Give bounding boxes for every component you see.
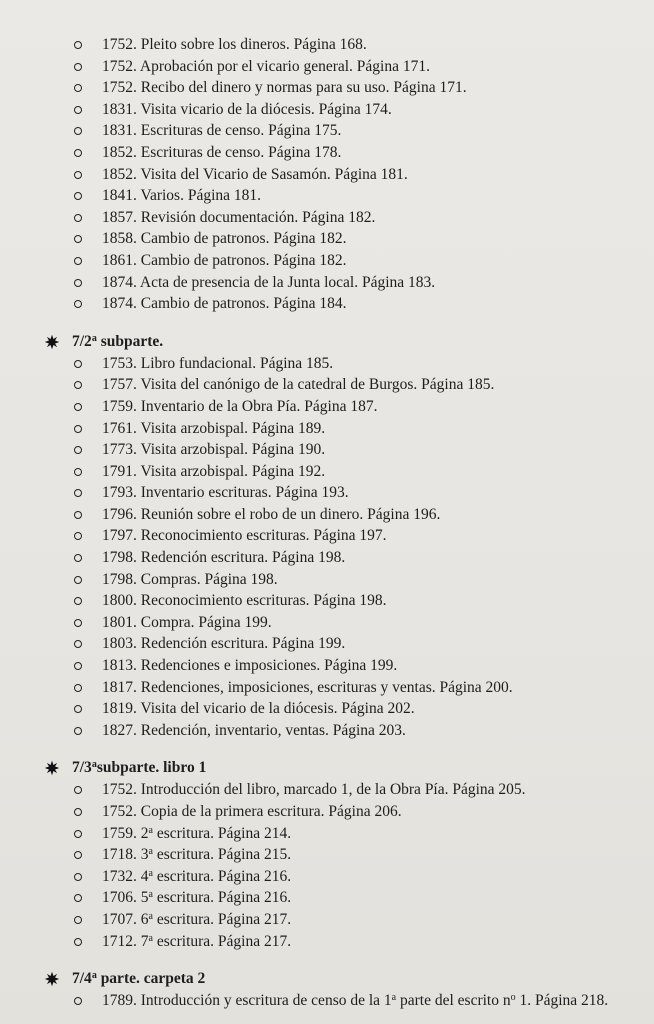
circle-bullet-icon (74, 894, 82, 902)
heading-superscript: a (91, 970, 97, 982)
item-superscript: a (391, 992, 397, 1004)
list-item (0, 418, 654, 440)
list-item (0, 99, 654, 121)
item-text-rest: escritura. Página 215. (152, 846, 292, 864)
circle-bullet-icon (74, 192, 82, 200)
list-group-2 (0, 353, 654, 742)
circle-bullet-icon (74, 786, 82, 794)
circle-bullet-icon (74, 489, 82, 497)
item-text: 1761. Visita arzobispal. Página 189. (102, 419, 326, 437)
list-item (0, 569, 654, 591)
item-text: 1803. Redención escritura. Página 199. (102, 635, 346, 653)
list-item (0, 590, 654, 612)
circle-bullet-icon (74, 403, 82, 411)
item-text: 1752. Copia de la primera escritura. Página 206. (102, 803, 402, 820)
heading-text: 7/3 (72, 759, 92, 777)
list-item (0, 677, 654, 699)
item-text: 1752. Recibo del dinero y normas para su uso. Página 171. (102, 79, 467, 97)
list-item (0, 228, 654, 250)
item-text: 1819. Visita del vicario de la diócesis. Página 202. (102, 700, 415, 718)
circle-bullet-icon (74, 532, 82, 540)
item-text: 1874. Acta de presencia de la Junta local. Página 183. (102, 273, 436, 291)
item-text: 1757. Visita del canónigo de la catedral de Burgos. Página 185. (102, 376, 495, 394)
item-text: 1861. Cambio de patronos. Página 182. (102, 251, 347, 269)
list-item (0, 504, 654, 526)
list-item (0, 461, 654, 483)
list-item (0, 185, 654, 207)
circle-bullet-icon (74, 705, 82, 713)
section-7-2 (0, 331, 654, 742)
list-group-1 (0, 34, 654, 315)
item-text: 1752. Aprobación por el vicario general. Página 171. (102, 57, 430, 75)
circle-bullet-icon (74, 171, 82, 179)
circle-bullet-icon (74, 381, 82, 389)
heading-text-rest: subparte. libro 1 (96, 759, 207, 777)
circle-bullet-icon (74, 873, 82, 881)
section-7-4 (0, 968, 654, 1012)
list-item (0, 77, 654, 99)
item-text: 1752. Introducción del libro, marcado 1, de la Obra Pía. Página 205. (102, 781, 526, 799)
item-text: 1797. Reconocimiento escrituras. Página 197. (102, 527, 387, 545)
item-superscript: a (148, 910, 153, 922)
list-item (0, 272, 654, 294)
item-text: 1791. Visita arzobispal. Página 192. (102, 462, 326, 480)
heading-text: 7/4 (72, 970, 92, 988)
section-heading (0, 331, 654, 353)
heading-superscript: a (91, 332, 97, 344)
circle-bullet-icon (74, 279, 82, 287)
circle-bullet-icon (74, 235, 82, 243)
list-item (0, 374, 654, 396)
list-item (0, 931, 654, 953)
item-text: 1752. Pleito sobre los dineros. Página 168. (102, 36, 367, 53)
section-7-3 (0, 757, 654, 952)
item-text: 1773. Visita arzobispal. Página 190. (102, 441, 326, 459)
list-item (0, 120, 654, 142)
circle-bullet-icon (74, 576, 82, 584)
item-text: 1817. Redenciones, imposiciones, escrituras y ventas. Página 200. (102, 678, 513, 696)
circle-bullet-icon (74, 808, 82, 816)
circle-bullet-icon (74, 425, 82, 433)
circle-bullet-icon (74, 127, 82, 135)
circle-bullet-icon (74, 300, 82, 308)
list-item (0, 164, 654, 186)
star-bullet-icon (44, 971, 60, 987)
list-item (0, 990, 654, 1012)
heading-text: 7/2 (72, 332, 92, 350)
list-item (0, 909, 654, 931)
list-item (0, 887, 654, 909)
item-text: 1857. Revisión documentación. Página 182. (102, 208, 376, 226)
star-bullet-icon (44, 760, 60, 776)
item-text-rest: escritura. Página 217. (152, 910, 292, 928)
item-text-rest: 1. Página 218. (515, 992, 609, 1010)
circle-bullet-icon (74, 662, 82, 670)
list-item (0, 34, 654, 56)
item-text: 1798. Compras. Página 198. (102, 570, 278, 588)
item-text: 1798. Redención escritura. Página 198. (102, 549, 346, 567)
item-text: 1800. Reconocimiento escrituras. Página 198. (102, 592, 387, 610)
list-item (0, 353, 654, 375)
item-text: 1813. Redenciones e imposiciones. Página 199. (102, 657, 398, 675)
list-item (0, 801, 654, 823)
item-text: 1796. Reunión sobre el robo de un dinero. Página 196. (102, 505, 441, 523)
list-item (0, 250, 654, 272)
item-text: 1707. 6 (102, 910, 149, 928)
item-text: 1793. Inventario escrituras. Página 193. (102, 484, 349, 502)
item-superscript: a (148, 889, 153, 901)
item-text: 1858. Cambio de patronos. Página 182. (102, 230, 347, 248)
list-item (0, 56, 654, 78)
circle-bullet-icon (74, 257, 82, 265)
item-superscript: a (148, 846, 153, 858)
circle-bullet-icon (74, 511, 82, 519)
circle-bullet-icon (74, 106, 82, 114)
item-text: 1827. Redención, inventario, ventas. Página 203. (102, 721, 406, 739)
section-heading (0, 757, 654, 779)
list-item (0, 482, 654, 504)
item-superscript: a (148, 932, 153, 944)
circle-bullet-icon (74, 830, 82, 838)
section-heading (0, 968, 654, 990)
circle-bullet-icon (74, 554, 82, 562)
circle-bullet-icon (74, 851, 82, 859)
item-text-rest: escritura. Página 217. (152, 932, 292, 950)
heading-text-rest: subparte. (96, 332, 164, 350)
item-superscript: a (148, 824, 153, 836)
list-item (0, 633, 654, 655)
heading-text-rest: parte. carpeta 2 (96, 970, 206, 988)
item-text: 1841. Varios. Página 181. (102, 187, 262, 205)
item-text: 1759. 2 (102, 824, 149, 842)
item-text-rest: escritura. Página 216. (152, 889, 292, 907)
circle-bullet-icon (74, 684, 82, 692)
circle-bullet-icon (74, 360, 82, 368)
item-text: 1759. Inventario de la Obra Pía. Página 187. (102, 397, 378, 415)
list-item (0, 547, 654, 569)
item-text: 1831. Escrituras de censo. Página 175. (102, 122, 342, 140)
list-item (0, 844, 654, 866)
list-item (0, 439, 654, 461)
circle-bullet-icon (74, 938, 82, 946)
circle-bullet-icon (74, 597, 82, 605)
item-text: 1801. Compra. Página 199. (102, 613, 272, 631)
item-text: 1789. Introducción y escritura de censo de la 1 (102, 992, 392, 1010)
circle-bullet-icon (74, 63, 82, 71)
item-text: 1852. Visita del Vicario de Sasamón. Página 181. (102, 165, 408, 183)
list-group-3 (0, 779, 654, 952)
item-text-mid: parte del escrito n (396, 992, 511, 1010)
circle-bullet-icon (74, 41, 82, 49)
circle-bullet-icon (74, 619, 82, 627)
list-item (0, 655, 654, 677)
list-item (0, 823, 654, 845)
circle-bullet-icon (74, 727, 82, 735)
list-item (0, 779, 654, 801)
circle-bullet-icon (74, 916, 82, 924)
item-superscript: a (148, 867, 153, 879)
item-superscript: o (510, 992, 516, 1004)
circle-bullet-icon (74, 468, 82, 476)
circle-bullet-icon (74, 997, 82, 1005)
list-item (0, 142, 654, 164)
star-bullet-icon (44, 334, 60, 350)
circle-bullet-icon (74, 446, 82, 454)
circle-bullet-icon (74, 84, 82, 92)
item-text: 1831. Visita vicario de la diócesis. Página 174. (102, 100, 392, 118)
list-item (0, 612, 654, 634)
list-item (0, 698, 654, 720)
list-item (0, 207, 654, 229)
list-item (0, 293, 654, 315)
list-item (0, 866, 654, 888)
list-group-4 (0, 990, 654, 1012)
circle-bullet-icon (74, 149, 82, 157)
item-text: 1753. Libro fundacional. Página 185. (102, 354, 334, 372)
list-item (0, 720, 654, 742)
item-text: 1712. 7 (102, 932, 149, 950)
item-text: 1706. 5 (102, 889, 149, 907)
circle-bullet-icon (74, 640, 82, 648)
list-item (0, 525, 654, 547)
item-text: 1718. 3 (102, 846, 149, 864)
list-item (0, 396, 654, 418)
circle-bullet-icon (74, 214, 82, 222)
item-text: 1874. Cambio de patronos. Página 184. (102, 295, 347, 313)
heading-superscript: a (91, 759, 97, 771)
item-text-rest: escritura. Página 216. (152, 867, 292, 885)
item-text: 1732. 4 (102, 867, 149, 885)
item-text: 1852. Escrituras de censo. Página 178. (102, 143, 342, 161)
item-text-rest: escritura. Página 214. (152, 824, 292, 842)
